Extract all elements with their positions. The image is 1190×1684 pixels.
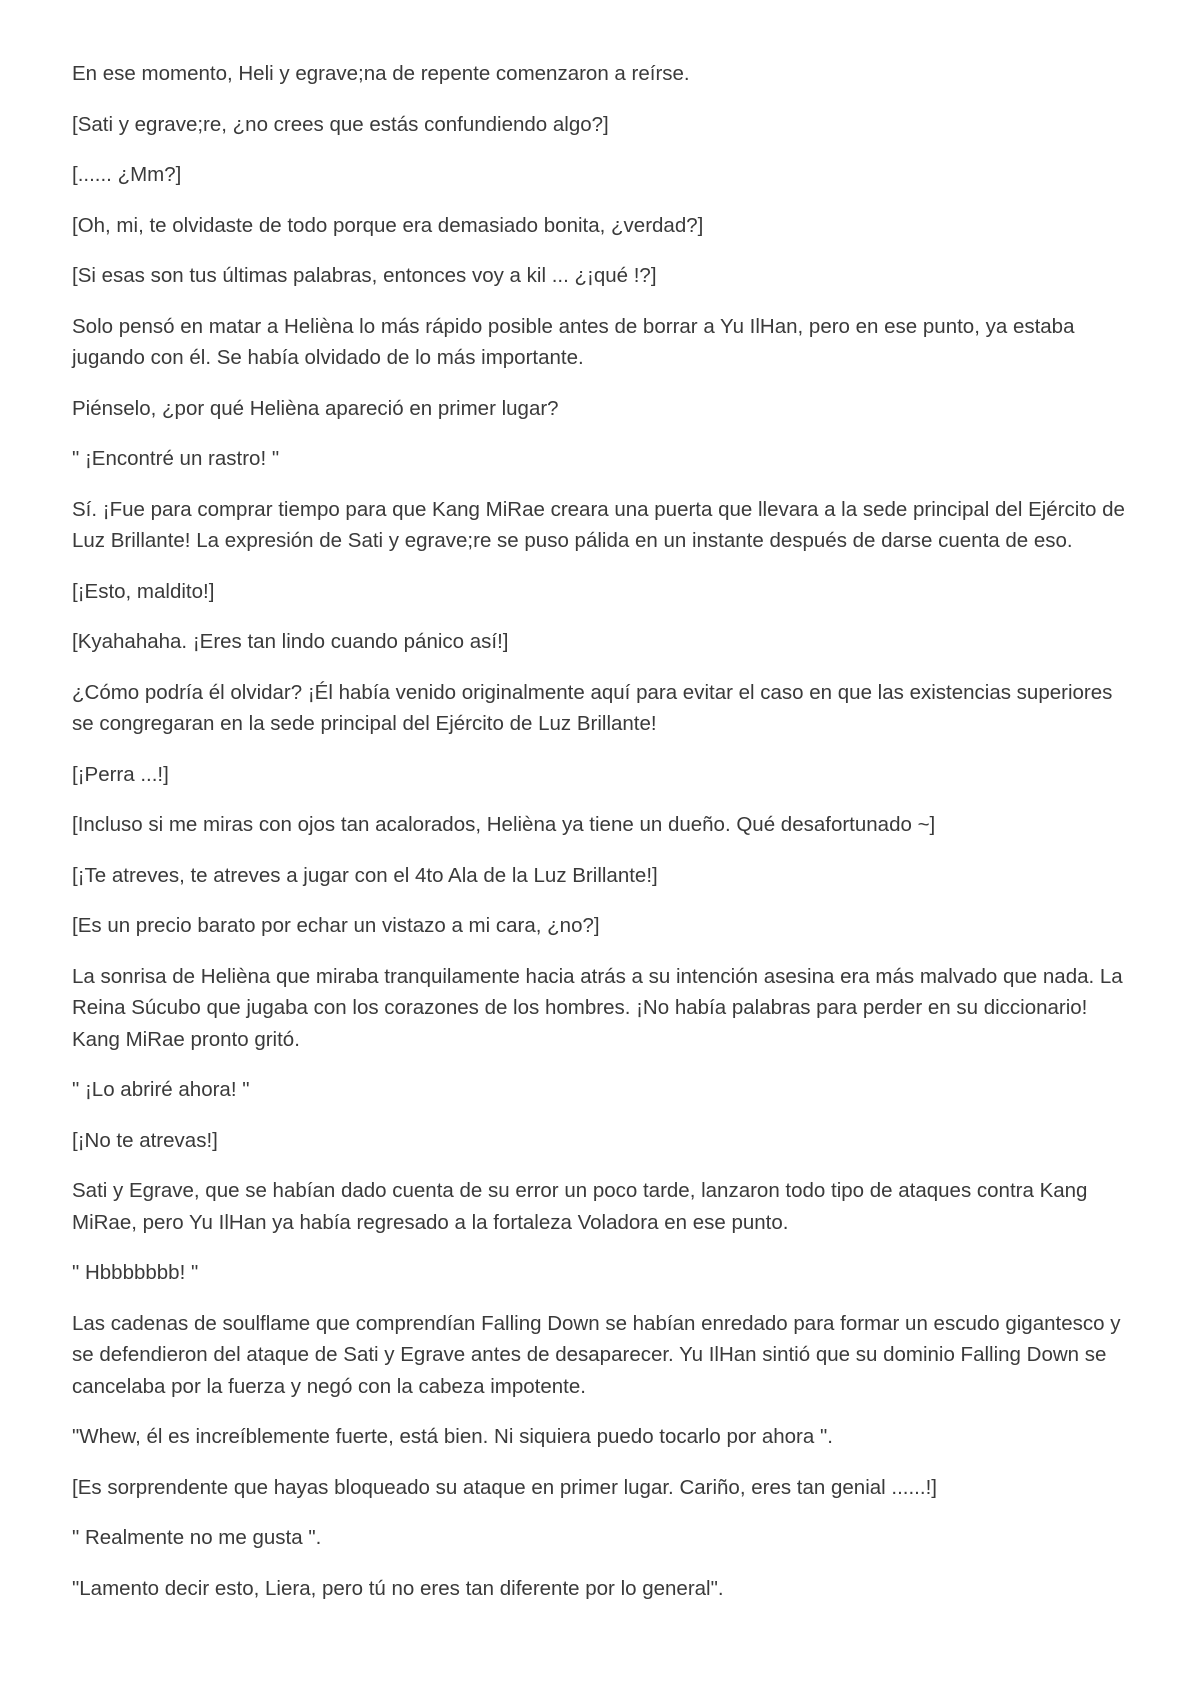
paragraph: [Oh, mi, te olvidaste de todo porque era demasiado bonita, ¿verdad?]	[72, 213, 704, 237]
paragraph: [Sati y egrave;re, ¿no crees que estás confundiendo algo?]	[72, 112, 609, 136]
story-text	[72, 58, 1132, 1623]
paragraph: Solo pensó en matar a Helièna lo más rápido posible antes de borrar a Yu IlHan, pero en ese punto, ya estaba jugando con él. Se había olvidado de lo más importante.	[72, 314, 1075, 369]
paragraph: "Whew, él es increíblemente fuerte, está bien. Ni siquiera puedo tocarlo por ahora ".	[72, 1425, 833, 1448]
paragraph: Piénselo, ¿por qué Helièna apareció en primer lugar?	[72, 396, 559, 420]
paragraph: ¿Cómo podría él olvidar? ¡Él había venido originalmente aquí para evitar el caso en que las existencias superiores se congregaran en la sede principal del Ejército de Luz Brillante!	[72, 680, 1113, 735]
paragraph: [Es un precio barato por echar un vistazo a mi cara, ¿no?]	[72, 914, 600, 937]
paragraph: [...... ¿Mm?]	[72, 163, 182, 186]
paragraph: Sí. ¡Fue para comprar tiempo para que Kang MiRae creara una puerta que llevara a la sede principal del Ejército de Luz Brillante! La expresión de Sati y egrave;re se puso pálida en un instante después de darse cuenta de eso.	[72, 497, 1125, 552]
paragraph: La sonrisa de Helièna que miraba tranquilamente hacia atrás a su intención asesina era más malvado que nada. La Reina Súcubo que jugaba con los corazones de los hombres. ¡No había palabras para perder en su diccionario! Kang MiRae pronto gritó.	[72, 964, 1123, 1051]
paragraph: " Realmente no me gusta ".	[72, 1526, 322, 1549]
paragraph: Sati y Egrave, que se habían dado cuenta de su error un poco tarde, lanzaron todo tipo de ataques contra Kang MiRae, pero Yu IlHan ya había regresado a la fortaleza Voladora en ese punto.	[72, 1179, 1088, 1234]
paragraph: "Lamento decir esto, Liera, pero tú no eres tan diferente por lo general".	[72, 1576, 724, 1600]
paragraph: [Si esas son tus últimas palabras, entonces voy a kil ... ¿¡qué !?]	[72, 264, 657, 287]
paragraph: [¡No te atrevas!]	[72, 1128, 218, 1152]
paragraph: Las cadenas de soulflame que comprendían Falling Down se habían enredado para formar un escudo gigantesco y se defendieron del ataque de Sati y Egrave antes de desaparecer. Yu IlHan sintió que su dominio Falling Down se cancelaba por la fuerza y negó con la cabeza impotente.	[72, 1311, 1121, 1398]
paragraph: " ¡Encontré un rastro! "	[72, 447, 280, 470]
paragraph: [Incluso si me miras con ojos tan acalorados, Helièna ya tiene un dueño. Qué desafortunado ~]	[72, 813, 936, 836]
paragraph: " Hbbbbbbb! "	[72, 1261, 199, 1284]
paragraph: [Es sorprendente que hayas bloqueado su ataque en primer lugar. Cariño, eres tan genial ......!]	[72, 1475, 937, 1499]
paragraph: [¡Perra ...!]	[72, 762, 169, 786]
paragraph: [¡Te atreves, te atreves a jugar con el 4to Ala de la Luz Brillante!]	[72, 863, 658, 887]
paragraph: " ¡Lo abriré ahora! "	[72, 1078, 250, 1101]
paragraph: [Kyahahaha. ¡Eres tan lindo cuando pánico así!]	[72, 630, 509, 653]
paragraph: En ese momento, Heli y egrave;na de repente comenzaron a reírse.	[72, 62, 690, 85]
paragraph: [¡Esto, maldito!]	[72, 579, 215, 603]
